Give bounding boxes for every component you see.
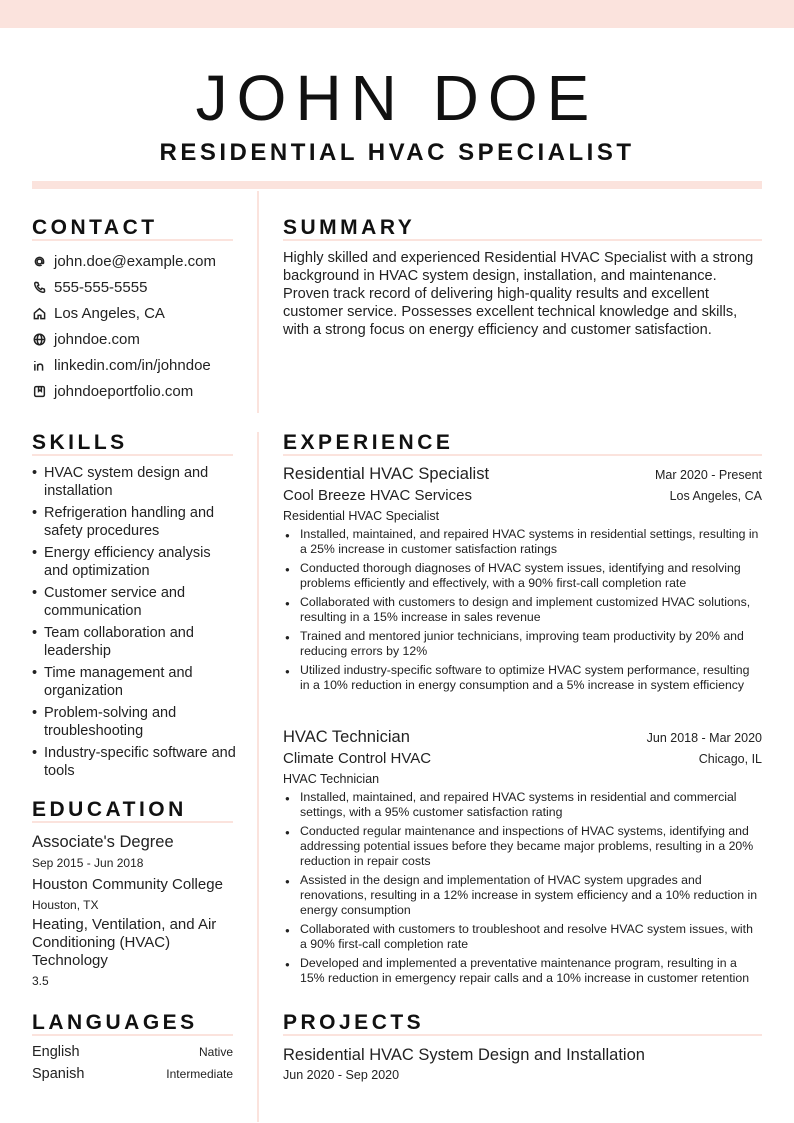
list-item: • Time management and organization <box>32 664 237 700</box>
contact-list <box>32 248 242 404</box>
education-dates: Sep 2015 - Jun 2018 <box>32 856 144 870</box>
list-item: • Energy efficiency analysis and optimization <box>32 544 237 580</box>
education-heading: EDUCATION <box>32 798 187 821</box>
job-role: HVAC Technician <box>283 772 380 786</box>
contact-heading: CONTACT <box>32 216 158 239</box>
education-location: Houston, TX <box>32 898 99 912</box>
contact-phone-text: 555-555-5555 <box>54 278 148 296</box>
list-item: ● Collaborated with customers to troubleshoot and resolve HVAC system issues, with a 90% first-call completion rate <box>283 922 762 952</box>
contact-rule <box>32 239 233 241</box>
project-dates: Jun 2020 - Sep 2020 <box>283 1068 400 1082</box>
projects-heading: PROJECTS <box>283 1011 425 1034</box>
language-level: Intermediate <box>166 1067 233 1081</box>
list-item: ● Installed, maintained, and repaired HVAC systems in residential and commercial settings, with a 95% customer satisfaction rating <box>283 790 762 820</box>
column-divider-bottom <box>257 432 259 1122</box>
list-item: ● Conducted thorough diagnoses of HVAC system issues, identifying and resolving problems efficiently and effectively, with a 90% first-call completion rate <box>283 561 762 591</box>
top-accent-bar <box>0 0 794 28</box>
job-title: HVAC Technician <box>283 728 410 746</box>
home-icon <box>32 306 46 320</box>
job-bullets <box>283 527 762 693</box>
job-company: Climate Control HVAC <box>283 750 432 767</box>
contact-linkedin[interactable] <box>32 352 242 378</box>
list-item: • Industry-specific software and tools <box>32 744 237 780</box>
list-item: ● Collaborated with customers to design and implement customized HVAC solutions, resulting in a 15% increase in sales revenue <box>283 595 762 625</box>
job-location: Los Angeles, CA <box>669 489 762 503</box>
job-dates: Jun 2018 - Mar 2020 <box>646 731 762 745</box>
list-item: ● Assisted in the design and implementation of HVAC system upgrades and renovations, resulting in a 12% increase in system efficiency and a 10% reduction in energy consumption <box>283 873 762 918</box>
job-bullets <box>283 790 762 986</box>
language-name: English <box>32 1044 80 1060</box>
contact-email-text: john.doe@example.com <box>54 252 216 270</box>
contact-location-text: Los Angeles, CA <box>54 304 165 322</box>
education-field: Heating, Ventilation, and Air Conditioning (HVAC) Technology <box>32 916 217 969</box>
portfolio-icon <box>32 384 46 398</box>
contact-website-text: johndoe.com <box>54 330 140 348</box>
language-name: Spanish <box>32 1066 85 1082</box>
summary-text: Highly skilled and experienced Residential HVAC Specialist with a strong background in HVAC system design, installation, and maintenance. Proven track record of delivering high-quality results and excellent customer service. Possesses excellent technical knowledge and skills, with a strong focus on energy efficiency and customer satisfaction. <box>283 250 754 338</box>
list-item: • HVAC system design and installation <box>32 464 237 500</box>
phone-icon <box>32 280 46 294</box>
column-divider-top <box>257 191 259 413</box>
job-company: Cool Breeze HVAC Services <box>283 487 472 504</box>
job-dates: Mar 2020 - Present <box>655 468 762 482</box>
language-row <box>32 1066 233 1082</box>
job-title: Residential HVAC Specialist <box>283 465 490 483</box>
list-item: ● Developed and implemented a preventative maintenance program, resulting in a 15% reduction in emergency repair calls and a 10% increase in customer retention <box>283 956 762 986</box>
contact-email[interactable] <box>32 248 242 274</box>
education-gpa: 3.5 <box>32 974 49 988</box>
contact-location <box>32 300 242 326</box>
job-title-headline: RESIDENTIAL HVAC SPECIALIST <box>159 139 635 166</box>
contact-phone[interactable] <box>32 274 242 300</box>
contact-linkedin-text: linkedin.com/in/johndoe <box>54 356 211 374</box>
list-item: • Refrigeration handling and safety procedures <box>32 504 237 540</box>
globe-icon <box>32 332 46 346</box>
summary-rule <box>283 239 762 241</box>
language-row <box>32 1044 233 1060</box>
at-icon <box>32 254 46 268</box>
job-entry-2 <box>283 726 762 990</box>
project-name: Residential HVAC System Design and Installation <box>283 1046 645 1064</box>
languages-rule <box>32 1034 233 1036</box>
linkedin-icon <box>32 358 46 372</box>
summary-heading: SUMMARY <box>283 216 416 239</box>
contact-website[interactable] <box>32 326 242 352</box>
header-divider <box>32 181 762 189</box>
projects-rule <box>283 1034 762 1036</box>
language-level: Native <box>198 1045 233 1059</box>
project-entry <box>283 1044 762 1084</box>
experience-heading: EXPERIENCE <box>283 431 454 454</box>
list-item: ● Utilized industry-specific software to optimize HVAC system performance, resulting in a 10% reduction in energy consumption and a 5% increase in system efficiency <box>283 663 762 693</box>
list-item: ● Conducted regular maintenance and inspections of HVAC systems, identifying and addressing potential issues before they became major problems, resulting in a 20% reduction in repair costs <box>283 824 762 869</box>
experience-rule <box>283 454 762 456</box>
languages-heading: LANGUAGES <box>32 1011 198 1034</box>
skills-list <box>32 464 237 784</box>
candidate-name: JOHN DOE <box>195 62 599 134</box>
education-degree: Associate's Degree <box>32 833 174 851</box>
list-item: ● Trained and mentored junior technicians, improving team productivity by 20% and reducing errors by 12% <box>283 629 762 659</box>
contact-portfolio-text: johndoeportfolio.com <box>54 382 194 400</box>
contact-portfolio[interactable] <box>32 378 242 404</box>
job-location: Chicago, IL <box>698 752 762 766</box>
list-item: ● Installed, maintained, and repaired HVAC systems in residential settings, resulting in a 25% increase in customer satisfaction ratings <box>283 527 762 557</box>
list-item: • Customer service and communication <box>32 584 237 620</box>
job-entry-1 <box>283 463 762 697</box>
list-item: • Team collaboration and leadership <box>32 624 237 660</box>
skills-heading: SKILLS <box>32 431 128 454</box>
education-school: Houston Community College <box>32 876 223 893</box>
list-item: • Problem-solving and troubleshooting <box>32 704 237 740</box>
skills-rule <box>32 454 233 456</box>
education-rule <box>32 821 233 823</box>
job-role: Residential HVAC Specialist <box>283 509 440 523</box>
